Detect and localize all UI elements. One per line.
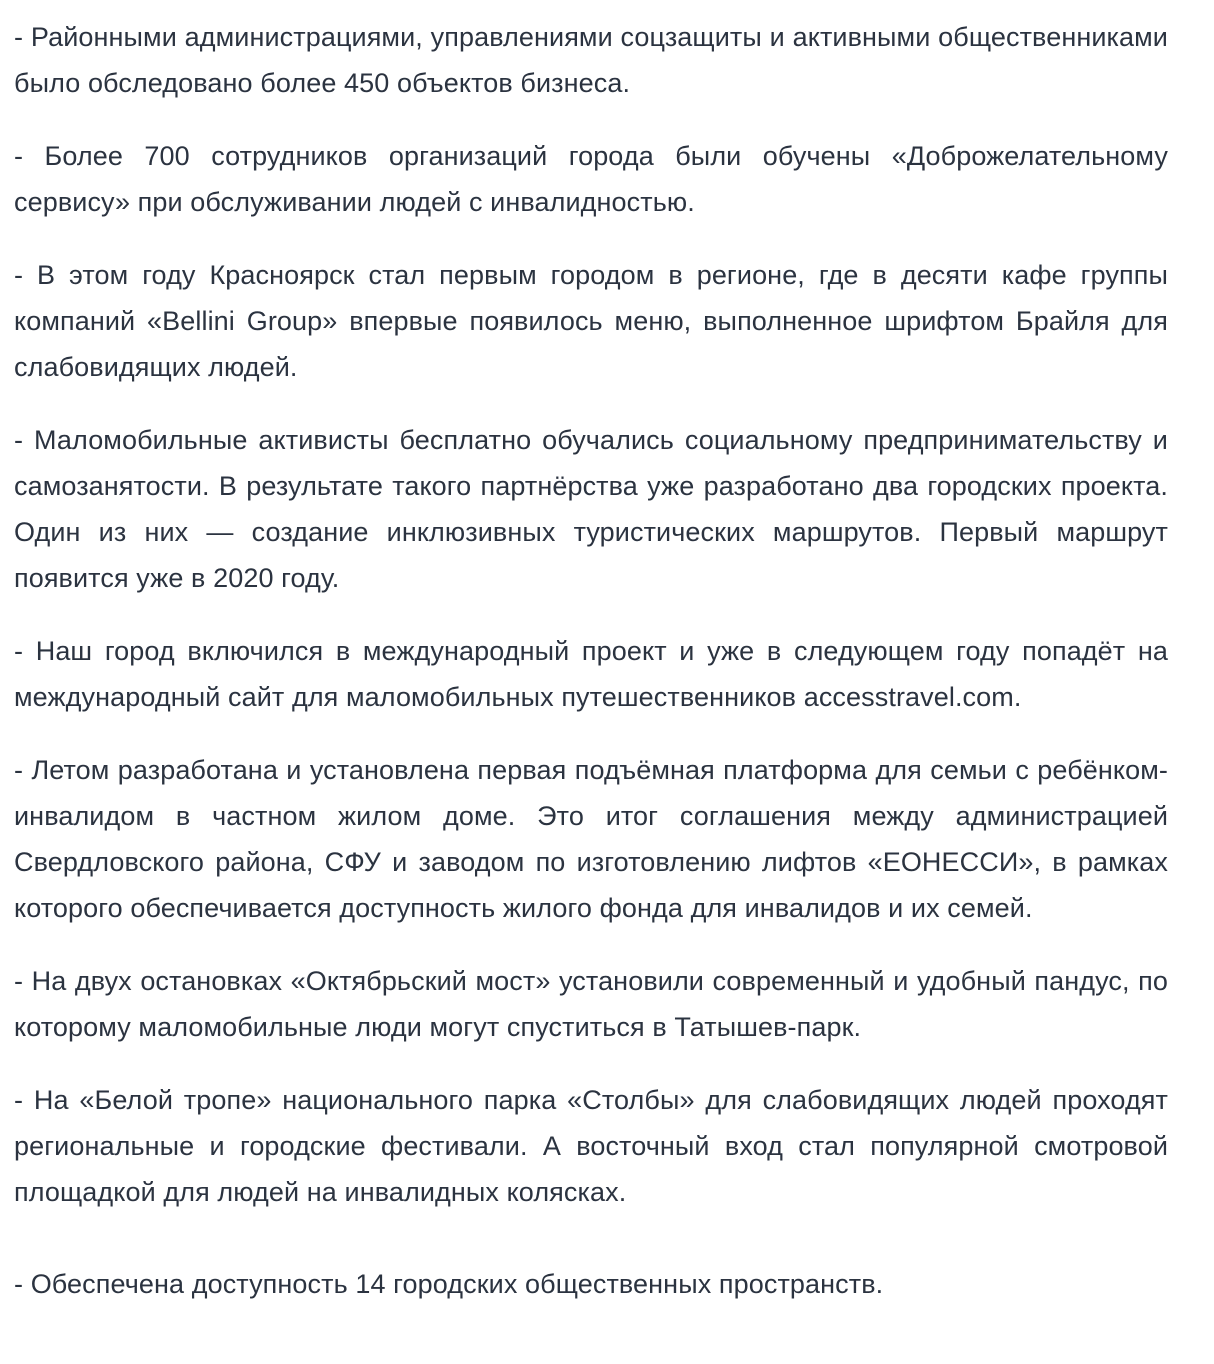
paragraph-ramp: - На двух остановках «Октябрьский мост» установили современный и удобный пандус, по которому маломобильные люди могут спуститься в Татышев-парк. — [14, 966, 1168, 1042]
paragraph-public-spaces: - Обеспечена доступность 14 городских общественных пространств. — [14, 1269, 884, 1299]
paragraph-international-project: - Наш город включился в международный проект и уже в следующем году попадёт на международный сайт для маломобильных путешественников accesstravel.com. — [14, 636, 1168, 712]
paragraph-braille-menu: - В этом году Красноярск стал первым городом в регионе, где в десяти кафе группы компаний «Bellini Group» впервые появилось меню, выполненное шрифтом Брайля для слабовидящих людей. — [14, 260, 1168, 382]
paragraph-white-trail: - На «Белой тропе» национального парка «Столбы» для слабовидящих людей проходят региональные и городские фестивали. А восточный вход стал популярной смотровой площадкой для людей на инвалидных колясках. — [14, 1085, 1168, 1207]
paragraph-entrepreneurship: - Маломобильные активисты бесплатно обучались социальному предпринимательству и самозанятости. В результате такого партнёрства уже разработано два городских проекта. Один из них — создание инклюзивных туристических маршрутов. Первый маршрут появится уже в 2020 году. — [14, 425, 1168, 593]
paragraph-business-survey: - Районными администрациями, управлениями соцзащиты и активными общественниками было обследовано более 450 объектов бизнеса. — [14, 22, 1168, 98]
paragraph-staff-training: - Более 700 сотрудников организаций города были обучены «Доброжелательному сервису» при обслуживании людей с инвалидностью. — [14, 141, 1168, 217]
paragraph-lift-platform: - Летом разработана и установлена первая подъёмная платформа для семьи с ребёнком-инвалидом в частном жилом доме. Это итог соглашения между администрацией Свердловского района, СФУ и заводом по изготовлению лифтов «ЕОНЕССИ», в рамках которого обеспечивается доступность жилого фонда для инвалидов и их семей. — [14, 755, 1168, 923]
